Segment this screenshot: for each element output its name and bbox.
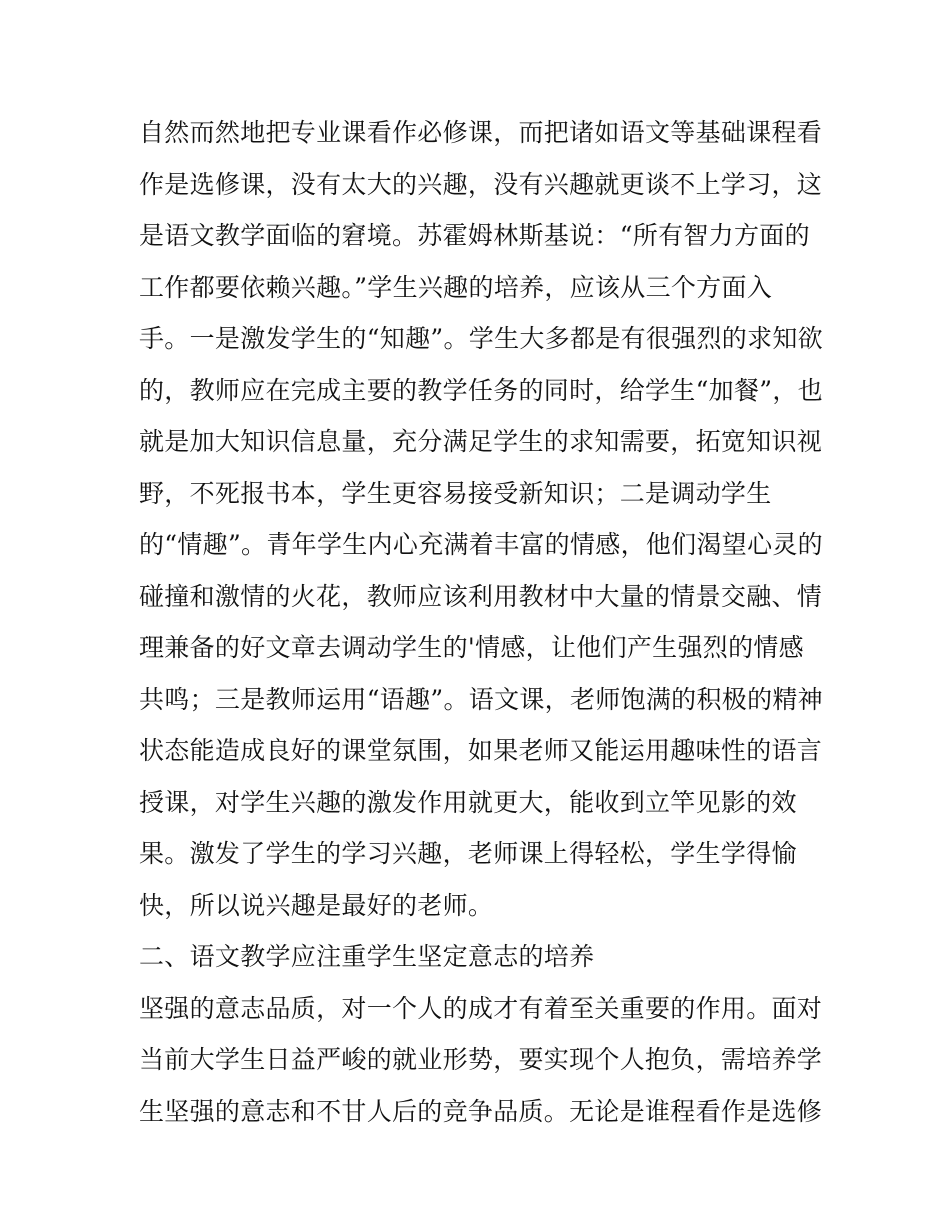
text-line: 的“情趣”。青年学生内心充满着丰富的情感，他们渴望心灵的 — [139, 530, 823, 559]
text-line: 生坚强的意志和不甘人后的竞争品质。无论是谁程看作是选修 — [139, 1096, 823, 1126]
text-line: 手。一是激发学生的“知趣”。学生大多都是有很强烈的求知欲 — [139, 324, 823, 353]
text-line: 快，所以说兴趣是最好的老师。 — [139, 890, 494, 920]
text-line: 坚强的意志品质，对一个人的成才有着至关重要的作用。面对 — [139, 993, 823, 1023]
body-text — [139, 107, 839, 1137]
text-line: 作是选修课，没有太大的兴趣，没有兴趣就更谈不上学习，这 — [139, 169, 823, 199]
text-line: 状态能造成良好的课堂氛围，如果老师又能运用趣味性的语言 — [139, 736, 823, 765]
text-line: 是语文教学面临的窘境。苏霍姆林斯基说：“所有智力方面的 — [139, 221, 810, 250]
text-line: 共鸣；三是教师运用“语趣”。语文课，老师饱满的积极的精神 — [139, 684, 823, 714]
text-line: 当前大学生日益严峻的就业形势，要实现个人抱负，需培养学 — [139, 1045, 823, 1074]
text-line: 授课，对学生兴趣的激发作用就更大，能收到立竿见影的效 — [139, 787, 797, 817]
text-line: 果。激发了学生的学习兴趣，老师课上得轻松，学生学得愉 — [139, 839, 797, 868]
text-line: 的，教师应在完成主要的教学任务的同时，给学生“加餐”，也 — [139, 375, 823, 405]
text-line: 理兼备的好文章去调动学生的'情感，让他们产生强烈的情感 — [139, 633, 804, 662]
text-line: 就是加大知识信息量，充分满足学生的求知需要，拓宽知识视 — [139, 427, 823, 456]
text-line: 碰撞和激情的火花，教师应该利用教材中大量的情景交融、情 — [139, 581, 823, 611]
section-heading: 二、语文教学应注重学生坚定意志的培养 — [139, 942, 595, 971]
text-line: 自然而然地把专业课看作必修课，而把诸如语文等基础课程看 — [139, 118, 823, 147]
text-line: 工作都要依赖兴趣。”学生兴趣的培养，应该从三个方面入 — [139, 272, 773, 302]
text-line: 野，不死报书本，学生更容易接受新知识；二是调动学生 — [139, 478, 772, 508]
